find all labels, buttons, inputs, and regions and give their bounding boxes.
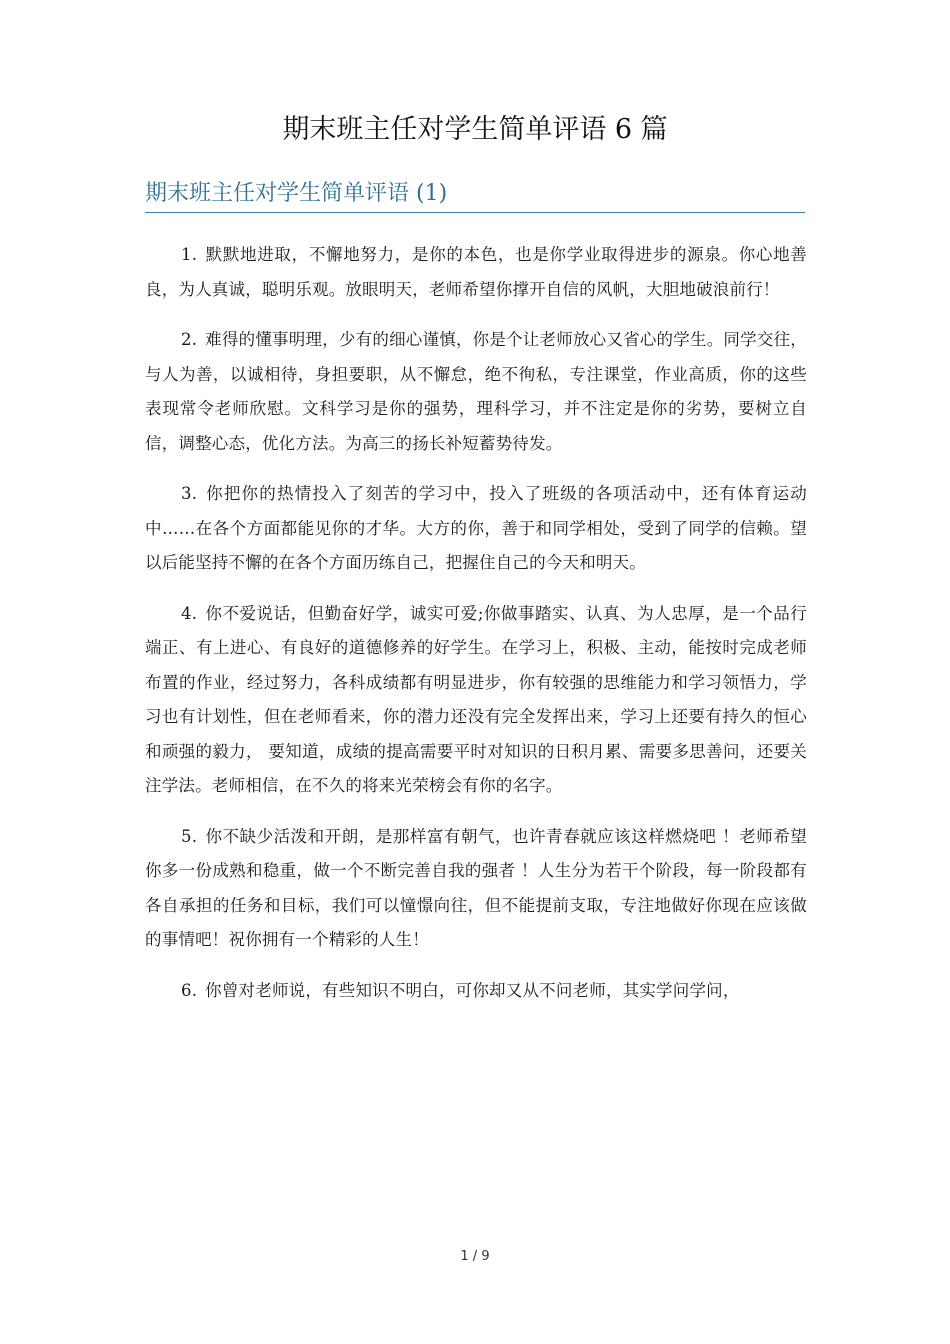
paragraph-number: 6. [181,980,198,1000]
paragraph-text: 你不爱说话，但勤奋好学，诚实可爱;你做事踏实、认真、为人忠厚，是一个品行端正、有上进心、有良好的道德修养的好学生。在学习上，积极、主动，能按时完成老师布置的作业，经过努力，各科成绩都有明显进步，你有较强的思维能力和学习领悟力，学习也有计划性，但在老师看来，你的潜力还没有完全发挥出来，学习上还要有持久的恒心和顽强的毅力， 要知道，成绩的提高需要平时对知识的日积月累、需要多思善问，还要关注学法。老师相信，在不久的将来光荣榜会有你的名字。 [145,603,807,795]
document-body [145,238,807,1024]
paragraph-1 [145,238,807,307]
paragraph-text: 你曾对老师说，有些知识不明白，可你却又从不问老师，其实学问学问， [205,980,740,1000]
paragraph-6 [145,974,807,1009]
paragraph-number: 5. [181,826,198,846]
paragraph-text: 难得的懂事明理，少有的细心谨慎，你是个让老师放心又省心的学生。同学交往，与人为善，以诚相待，身担要职，从不懈怠，绝不徇私，专注课堂，作业高质，你的这些表现常令老师欣慰。文科学习是你的强势，理科学习，并不注定是你的劣势，要树立自信，调整心态，优化方法。为高三的扬长补短蓄势待发。 [145,330,807,453]
paragraph-text: 默默地进取，不懈地努力，是你的本色，也是你学业取得进步的源泉。你心地善良，为人真诚，聪明乐观。放眼明天，老师希望你撑开自信的风帆，大胆地破浪前行！ [145,245,807,299]
paragraph-4 [145,597,807,804]
paragraph-number: 4. [181,603,198,623]
paragraph-2 [145,323,807,461]
document-title: 期末班主任对学生简单评语 6 篇 [282,114,668,145]
section-heading: 期末班主任对学生简单评语 (1) [145,178,805,213]
paragraph-5 [145,820,807,958]
paragraph-number: 3. [181,484,198,503]
paragraph-number: 1. [181,245,198,264]
paragraph-text: 你不缺少活泼和开朗，是那样富有朝气，也许青春就应该这样燃烧吧 ！老师希望你多一份成熟和稳重，做一个不断完善自我的强者 ！人生分为若干个阶段，每一阶段都有各自承担的任务和目标，我们可以憧憬向往，但不能提前支取，专注地做好你现在应该做的事情吧！祝你拥有一个精彩的人生！ [145,826,807,949]
page-number: 1 / 9 [460,1249,490,1264]
paragraph-text: 你把你的热情投入了刻苦的学习中，投入了班级的各项活动中，还有体育运动中……在各个方面都能见你的才华。大方的你，善于和同学相处，受到了同学的信赖。望以后能坚持不懈的在各个方面历练自己，把握住自己的今天和明天。 [145,484,807,572]
paragraph-number: 2. [181,330,198,349]
paragraph-3 [145,477,807,581]
